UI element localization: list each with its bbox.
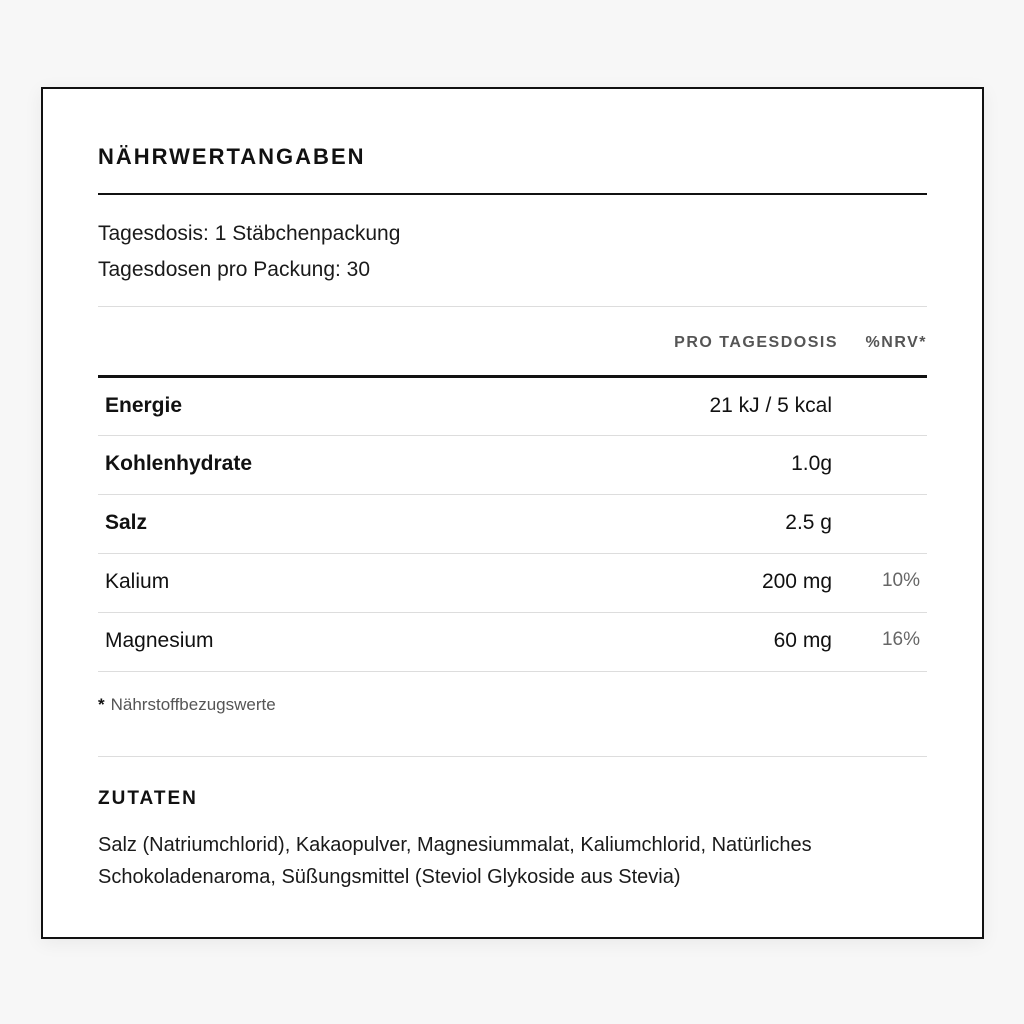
nutrient-name: Kohlenhydrate (105, 452, 253, 475)
nutrient-amount: 60 mg (773, 629, 832, 652)
serving-divider (98, 306, 927, 307)
nutrient-name: Salz (105, 511, 148, 534)
nutrient-name: Kalium (105, 570, 170, 593)
column-header-per-dose: PRO TAGESDOSIS (674, 334, 838, 351)
ingredients-divider (98, 756, 927, 757)
table-row-energie (98, 378, 927, 436)
title-divider (98, 193, 927, 195)
table-row-kalium (98, 554, 927, 612)
ingredients-title: ZUTATEN (98, 788, 198, 809)
footnote-mark: * (98, 695, 105, 714)
ingredients-text: Salz (Natriumchlorid), Kakaopulver, Magnesiummalat, Kaliumchlorid, Natürliches Schokoladenaroma, Süßungsmittel (Steviol Glykoside aus Stevia) (98, 834, 812, 888)
table-row-kohlenhydrate (98, 436, 927, 494)
table-row-salz (98, 495, 927, 553)
nutrition-title: NÄHRWERTANGABEN (98, 144, 366, 169)
nutrient-nrv: 10% (881, 570, 920, 591)
column-header-nrv: %NRV* (865, 334, 927, 351)
footnote-text: Nährstoffbezugswerte (110, 695, 276, 714)
serving-size: Tagesdosis: 1 Stäbchenpackung (98, 222, 401, 245)
table-row-magnesium (98, 613, 927, 671)
nutrient-name: Magnesium (105, 629, 214, 652)
nutrient-amount: 2.5 g (785, 511, 832, 534)
table-bottom-divider (98, 671, 927, 672)
nutrient-nrv: 16% (881, 629, 920, 650)
servings-per-pack: Tagesdosen pro Packung: 30 (98, 258, 371, 281)
nutrient-amount: 1.0g (791, 452, 832, 475)
nutrient-amount: 21 kJ / 5 kcal (709, 394, 832, 417)
nutrition-card (41, 87, 984, 939)
footnote (98, 695, 276, 715)
nutrient-amount: 200 mg (761, 570, 832, 593)
nutrient-name: Energie (105, 394, 183, 417)
